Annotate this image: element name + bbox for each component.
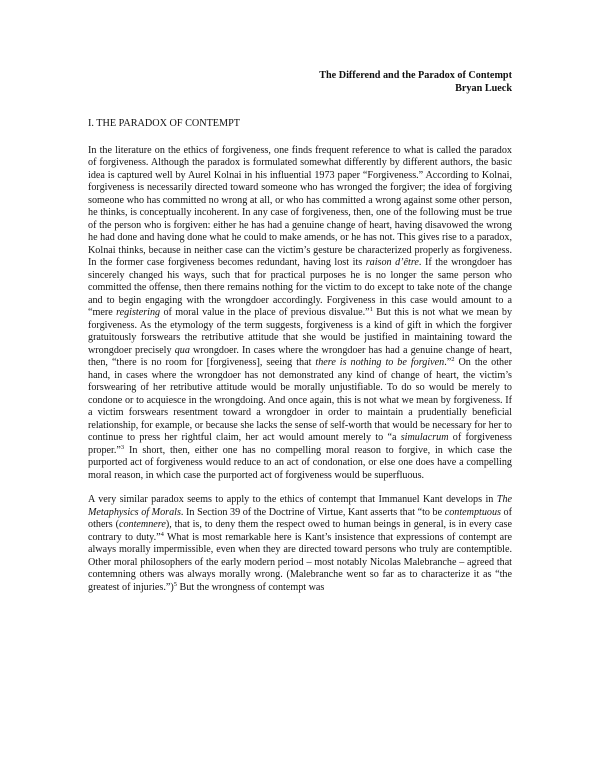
text-run: But the wrongness of contempt was [177,581,325,593]
text-run: A very similar paradox seems to apply to the ethics of contempt that Immanuel Kant develops in [88,494,497,505]
footnote-marker: 4 [160,530,164,538]
text-run: ), that is, to deny them the respect owed to human beings in general, is in every case contrary to duty.” [88,519,512,543]
text-run: wrongdoer. In cases where the wrongdoer has had a genuine change of heart, then, “there is no room for [forgiveness], seeing that [88,344,512,368]
text-run: In the literature on the ethics of forgiveness, one finds frequent reference to what is called the paradox of forgiveness. Although the paradox is formulated somewhat differently by different authors, the basic idea is captured well by Aurel Kolnai in his influential 1973 paper “Forgiveness.” According to Kolnai, forgiveness is necessarily directed toward someone who has wronged the forgiver; the idea of forgiving someone who has committed no wrong at all, or who has committed a wrong against some other person, he thinks, is conceptually incoherent. In any case of forgiveness, then, one of the following must be true of the person who is forgiven: either he has had a genuine change of heart, having disavowed the wrong he had done and having done what he could to make amends, or he has not. This gives rise to a paradox, Kolnai thinks, because in neither case can the victim’s gesture be characterized properly as forgiveness. In the former case forgiveness becomes redundant, having lost its [88,144,512,268]
body-paragraph [88,494,512,594]
footnote-marker: 2 [451,356,455,363]
paper-title: The Differend and the Paradox of Contempt [319,70,512,81]
text-run: . In Section 39 of the Doctrine of Virtue, Kant asserts that “to be [180,506,445,518]
text-run: of moral value in the place of previous disvalue.” [160,307,370,318]
text-run: of others ( [88,506,512,530]
italic-text: contemnere [118,519,166,530]
footnote-marker: 5 [173,580,177,588]
text-run: . If the wrongdoer has sincerely changed his ways, such that for practical purposes he is no longer the same person who committed the offense, then there remains nothing for the victim to do except to take note of the change and to begin engaging with the wrongdoer accordingly. Forgiveness in this case would amount to a “mere [88,257,512,318]
italic-text: there is nothing to be forgiven [315,357,445,368]
text-run: What is most remarkable here is Kant’s insistence that expressions of contempt are always morally impermissible, even when they are directed toward persons who truly are contemptible. Other moral philosophers of the early modern period – most notably Nicolas Malebranche – agreed that contemning others was always morally wrong. (Malebranche went so far as to characterize it as “the greatest of injuries.”) [88,531,512,593]
italic-text: registering [116,307,161,318]
text-run: But this is not what we mean by forgiveness. As the etymology of the term suggests, forgiveness is a kind of gift in which the forgiver gratuitously forswears the retributive attitude that she would be justified in maintaining toward the wrongdoer precisely [88,307,513,356]
text-run: On the other hand, in cases where the wrongdoer has not demonstrated any kind of change of heart, the victim’s forswearing of her retributive attitude would be morally unjustifiable. To do so would be merely to condone or to acquiesce in the wrongdoing. And once again, this is not what we mean by forgiveness. If a victim forswears resentment toward a wrongdoer in order to maintain a prudentially beneficial relationship, for example, or because she lacks the sense of self-worth that would be necessary for her to continue to press her rightful claim, her act would amount merely to “a [88,357,512,443]
footnote-marker: 3 [120,443,125,451]
text-run: .” [444,357,452,368]
paper-author: Bryan Lueck [455,82,512,94]
section-heading: I. THE PARADOX OF CONTEMPT [88,118,240,129]
italic-text: The Metaphysics of Morals [88,494,512,518]
paper-header [88,70,512,95]
text-run: of forgiveness proper.” [88,432,512,456]
italic-text: simulacrum [400,432,449,443]
italic-text: raison d’être [365,257,419,268]
footnote-marker: 1 [369,306,373,313]
text-run: In short, then, either one has no compelling moral reason to forgive, in which case the purported act of forgiveness would reduce to an act of condonation, or else one does have a compelling moral reason, in which case the purported act of forgiveness would be superfluous. [88,444,512,481]
body-paragraph [88,145,512,483]
italic-text: qua [174,344,190,356]
italic-text: contemptuous [444,506,501,518]
